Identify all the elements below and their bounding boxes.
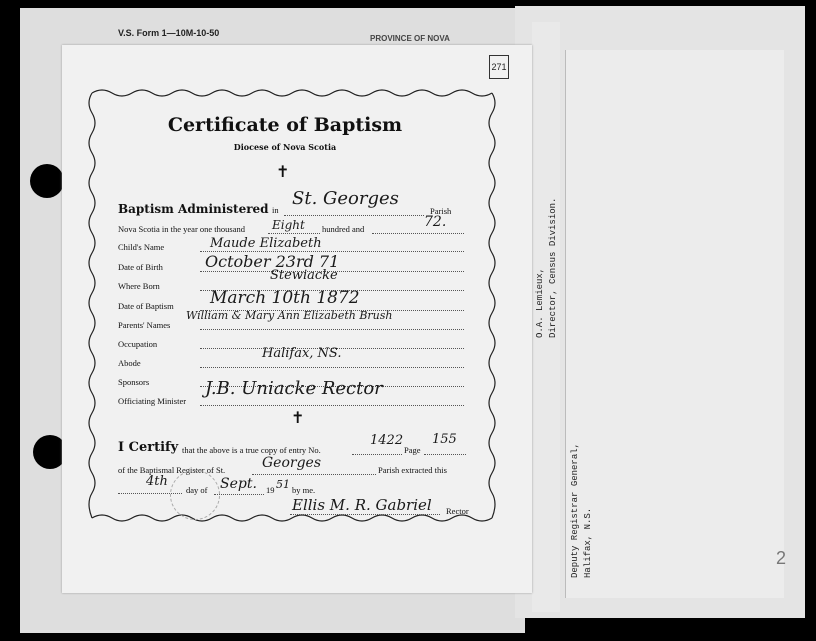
year-century-line <box>268 233 320 234</box>
certify-text-1: that the above is a true copy of entry No. <box>182 445 321 455</box>
certify-text-2: of the Baptismal Register of St. <box>118 465 226 475</box>
binder-hole-top <box>30 164 64 198</box>
director-name: O.A. Lemieux, <box>535 267 545 338</box>
certify-year-prefix: 19 <box>266 485 275 495</box>
field-value-date-of-baptism: March 10th 1872 <box>210 288 360 308</box>
hundred-and-label: hundred and <box>322 224 365 234</box>
field-label-officiating-minister: Officiating Minister <box>118 396 187 406</box>
field-line-abode <box>200 367 464 368</box>
cross-icon: ✝ <box>276 164 290 181</box>
field-value-parents-names: William & Mary Ann Elizabeth Brush <box>186 309 393 322</box>
year-prefix: Nova Scotia in the year one thousand <box>118 224 245 234</box>
faint-seal-stamp <box>170 470 220 520</box>
field-value-abode: Halifax, NS. <box>262 346 342 361</box>
right-inner-sheet <box>565 50 787 598</box>
field-label-parents-names: Parents' Names <box>118 320 171 330</box>
register-of: Georges <box>262 455 322 471</box>
cross-icon-lower: ✝ <box>291 410 305 427</box>
province-header-fragment: PROVINCE OF NOVA <box>370 34 450 43</box>
day-of-label: day of <box>186 485 208 495</box>
month-line <box>214 494 264 495</box>
registrar-title: Deputy Registrar General, <box>570 442 580 578</box>
field-label-abode: Abode <box>118 358 141 368</box>
year-value-line <box>372 233 464 234</box>
certify-year: 51 <box>276 478 290 491</box>
field-label-date-of-baptism: Date of Baptism <box>118 301 174 311</box>
field-label-child-name: Child's Name <box>118 242 165 252</box>
certificate-title: Certificate of Baptism <box>167 114 403 136</box>
field-label-occupation: Occupation <box>118 339 158 349</box>
certify-month: Sept. <box>220 476 257 492</box>
field-line-parents-names <box>200 329 464 330</box>
registrar-location: Halifax, N.S. <box>583 507 593 578</box>
field-line-officiating-minister <box>200 405 464 406</box>
card-number: 271 <box>489 55 509 79</box>
field-label-date-of-birth: Date of Birth <box>118 262 163 272</box>
field-label-sponsors: Sponsors <box>118 377 150 387</box>
year-value: 72. <box>424 214 447 230</box>
year-century: Eight <box>272 218 305 232</box>
page-label: Page <box>404 445 421 455</box>
field-value-child-name: Maude Elizabeth <box>210 236 322 251</box>
administered-value: St. Georges <box>292 188 399 209</box>
administered-label: Baptism Administered <box>118 202 269 216</box>
field-value-officiating-minister: J.B. Uniacke Rector <box>205 378 383 399</box>
rector-label: Rector <box>446 506 469 516</box>
parish-label: Parish <box>430 206 452 216</box>
field-label-where-born: Where Born <box>118 281 160 291</box>
rector-signature: Ellis M. R. Gabriel <box>292 496 432 514</box>
certify-text-3: Parish extracted this <box>378 465 447 475</box>
register-line <box>252 474 376 475</box>
entry-number: 1422 <box>370 433 404 448</box>
form-number: V.S. Form 1—10M-10-50 <box>118 28 220 38</box>
director-title: Director, Census Division. <box>548 197 558 338</box>
administered-in: in <box>272 205 279 215</box>
page-number: 155 <box>432 432 457 447</box>
by-me-label: by me. <box>292 485 316 495</box>
corner-mark: 2 <box>776 548 787 568</box>
field-value-date-of-birth: October 23rd 71 <box>205 252 340 271</box>
administered-line <box>284 215 424 216</box>
signature-line <box>290 514 440 515</box>
certify-day: 4th <box>146 474 168 489</box>
diocese-subtitle: Diocese of Nova Scotia <box>233 142 337 152</box>
entry-no-line <box>352 454 402 455</box>
certify-heading: I Certify <box>118 440 179 455</box>
page-no-line <box>424 454 466 455</box>
field-value-where-born: Stewiacke <box>270 268 338 283</box>
